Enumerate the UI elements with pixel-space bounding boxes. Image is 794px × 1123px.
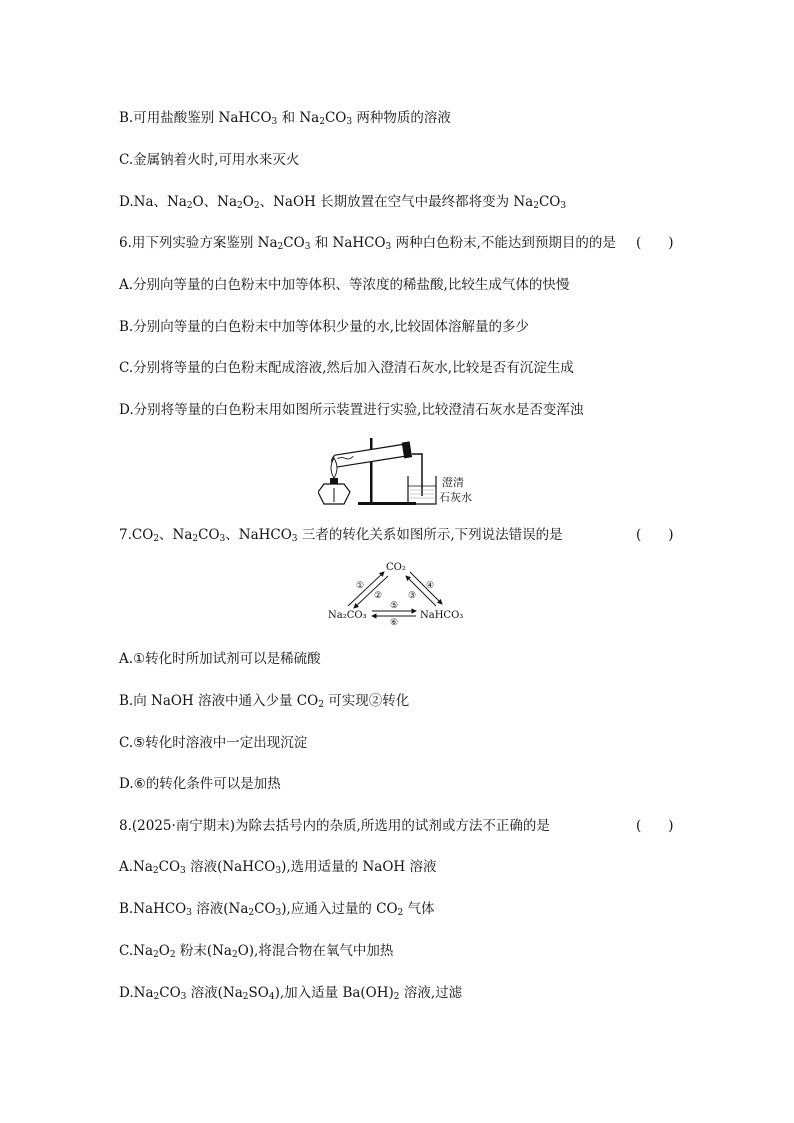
label-4: ④ [426,581,435,591]
delivery-tube [412,454,422,496]
stand-rod [370,438,373,503]
q5-option-d: D.Na、$Na_2O$、$Na_2O_2$、NaOH 长期放置在空气中最终都将变为 $Na_2CO_3$ [119,194,567,211]
q8-option-d: $D.Na_2CO_3$ 溶液$(Na_2SO_4)$,加入适量 $Ba(OH)_2$ 溶液,过滤 [119,985,463,1002]
q7-option-b: B.向 NaOH 溶液中通入少量 $CO_2$ 可实现②转化 [119,693,410,710]
q6-option-a: A.分别向等量的白色粉末中加等体积、等浓度的稀盐酸,比较生成气体的快慢 [119,277,570,293]
limewater-label-1: 澄清 [442,476,464,489]
q6-option-d: D.分别将等量的白色粉末用如图所示装置进行实验,比较澄清石灰水是否变浑浊 [119,402,584,418]
q6-option-c: C.分别将等量的白色粉末配成溶液,然后加入澄清石灰水,比较是否有沉淀生成 [119,360,574,376]
q6-option-b: B.分别向等量的白色粉末中加等体积少量的水,比较固体溶解量的多少 [119,319,530,335]
q8-option-a: $A.Na_2CO_3$ 溶液(NaHCO$_3$),选用适量的 NaOH 溶液 [119,859,437,876]
label-3: ③ [408,591,417,601]
conversion-diagram [326,558,468,626]
q5-option-b: B.可用盐酸鉴别 NaHCO$_3$ 和 $Na_2CO_3$ 两种物质的溶液 [119,110,451,127]
q7-option-d: D.⑥的转化条件可以是加热 [119,776,281,792]
node-na2co3: Na₂CO₃ [328,610,367,621]
label-2: ② [374,591,383,601]
label-1: ① [356,581,365,591]
q6-answer-bracket: ( ) [636,235,674,251]
q8-option-c: $C.Na_2O_2$ 粉末$(Na_2O)$,将混合物在氧气中加热 [119,943,394,960]
label-5: ⑤ [390,601,399,611]
q8-stem: 8.(2025·南宁期末)为除去括号内的杂质,所选用的试剂或方法不正确的是 [119,818,550,834]
q7-stem: $7.CO_2$、$Na_2CO_3$、NaHCO$_3$ 三者的转化关系如图所示,下列说法错误的是 [119,527,563,544]
label-6: ⑥ [390,618,399,626]
limewater-label-2: 石灰水 [439,491,472,504]
q6-stem: 6.用下列实验方案鉴别 $Na_2CO_3$ 和 NaHCO$_3$ 两种白色粉末,不能达到预期目的的是 [119,235,616,252]
q5-option-c: C.金属钠着火时,可用水来灭火 [119,152,300,168]
node-co2: CO₂ [386,562,406,573]
stand-base [358,502,416,505]
node-nahco3: NaHCO₃ [420,610,464,621]
q7-option-a: A.①转化时所加试剂可以是稀硫酸 [119,651,321,667]
q8-answer-bracket: ( ) [636,818,674,834]
q7-option-c: C.⑤转化时溶液中一定出现沉淀 [119,735,308,751]
apparatus-figure [318,432,478,510]
q7-answer-bracket: ( ) [636,527,674,543]
q8-option-b: B.NaHCO$_3$ 溶液$(Na_2CO_3)$,应通入过量的 $CO_2$ 气体 [119,901,435,918]
